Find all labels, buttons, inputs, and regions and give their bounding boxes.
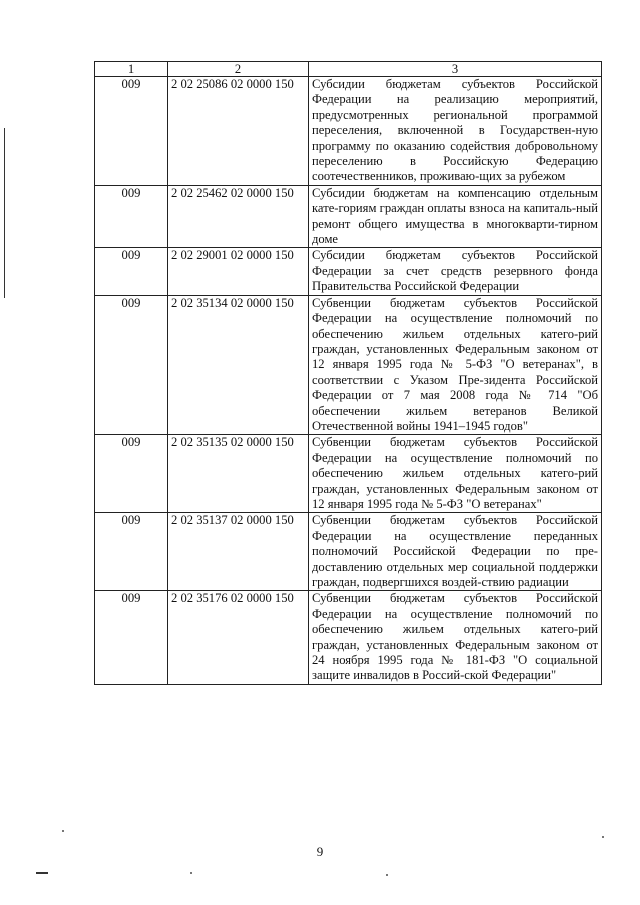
revenue-name-cell: Субсидии бюджетам субъектов Российской Федерации на реализацию мероприятий, предусмотренных региональной программой переселения, включенной в Государствен-ную программу по оказанию содействия добровольному переселению в Российскую Федерацию соотечественников, проживаю-щих за рубежом: [309, 77, 602, 186]
revenue-name-cell: Субвенции бюджетам субъектов Российской Федерации на осуществление полномочий по обеспечению жильем отдельных катего-рий граждан, установленных Федеральным законом от 12 января 1995 года № 5-ФЗ "О ветеранах": [309, 435, 602, 513]
scan-speck: [62, 830, 64, 832]
admin-code-cell: 009: [95, 77, 168, 186]
table-row: [95, 591, 602, 684]
admin-code-cell: 009: [95, 248, 168, 295]
admin-code-cell: 009: [95, 295, 168, 435]
revenue-code-cell: 2 02 35176 02 0000 150: [168, 591, 309, 684]
admin-code-cell: 009: [95, 185, 168, 248]
table-header-row: [95, 62, 602, 77]
admin-code-cell: 009: [95, 513, 168, 591]
column-header-2: 2: [168, 62, 309, 77]
page-number: 9: [316, 844, 324, 859]
table-row: [95, 513, 602, 591]
column-header-3: 3: [309, 62, 602, 77]
table-row: [95, 435, 602, 513]
revenue-code-cell: 2 02 35134 02 0000 150: [168, 295, 309, 435]
revenue-name-cell: Субвенции бюджетам субъектов Российской Федерации на осуществление полномочий по обеспечению жильем отдельных катего-рий граждан, установленных Федеральным законом от 24 ноября 1995 года № 181-ФЗ "О социальной защите инвалидов в Россий-ской Федерации": [309, 591, 602, 684]
revenue-name-cell: Субвенции бюджетам субъектов Российской Федерации на осуществление полномочий по обеспечению жильем отдельных катего-рий граждан, установленных Федеральным законом от 12 января 1995 года № 5-ФЗ "О ветеранах", в соответствии с Указом Пре-зидента Российской Федерации от 7 мая 2008 года № 714 "Об обеспечении жильем ветеранов Великой Отечественной войны 1941–1945 годов": [309, 295, 602, 435]
table-row: [95, 77, 602, 186]
admin-code-cell: 009: [95, 591, 168, 684]
scan-speck: [190, 872, 192, 874]
scan-speck: [386, 874, 388, 876]
scan-speck: [602, 836, 604, 838]
revenue-code-cell: 2 02 35137 02 0000 150: [168, 513, 309, 591]
table-row: [95, 295, 602, 435]
revenue-name-cell: Субвенции бюджетам субъектов Российской Федерации на осуществление переданных полномочий Российской Федерации по пре-доставлению отдельных мер социальной поддержки граждан, подвергшихся воздей-ствию радиации: [309, 513, 602, 591]
revenue-code-cell: 2 02 25462 02 0000 150: [168, 185, 309, 248]
admin-code-cell: 009: [95, 435, 168, 513]
revenue-name-cell: Субсидии бюджетам на компенсацию отдельным кате-гориям граждан оплаты взноса на капиталь-ный ремонт общего имущества в многокварти-тирном доме: [309, 185, 602, 248]
table-row: [95, 185, 602, 248]
column-header-1: 1: [95, 62, 168, 77]
revenue-code-cell: 2 02 25086 02 0000 150: [168, 77, 309, 186]
revenue-code-cell: 2 02 35135 02 0000 150: [168, 435, 309, 513]
revenue-code-cell: 2 02 29001 02 0000 150: [168, 248, 309, 295]
table-row: [95, 248, 602, 295]
revenue-name-cell: Субсидии бюджетам субъектов Российской Федерации за счет средств резервного фонда Правительства Российской Федерации: [309, 248, 602, 295]
margin-dash: [36, 872, 48, 874]
budget-codes-table: [94, 61, 602, 685]
margin-line: [4, 128, 5, 298]
